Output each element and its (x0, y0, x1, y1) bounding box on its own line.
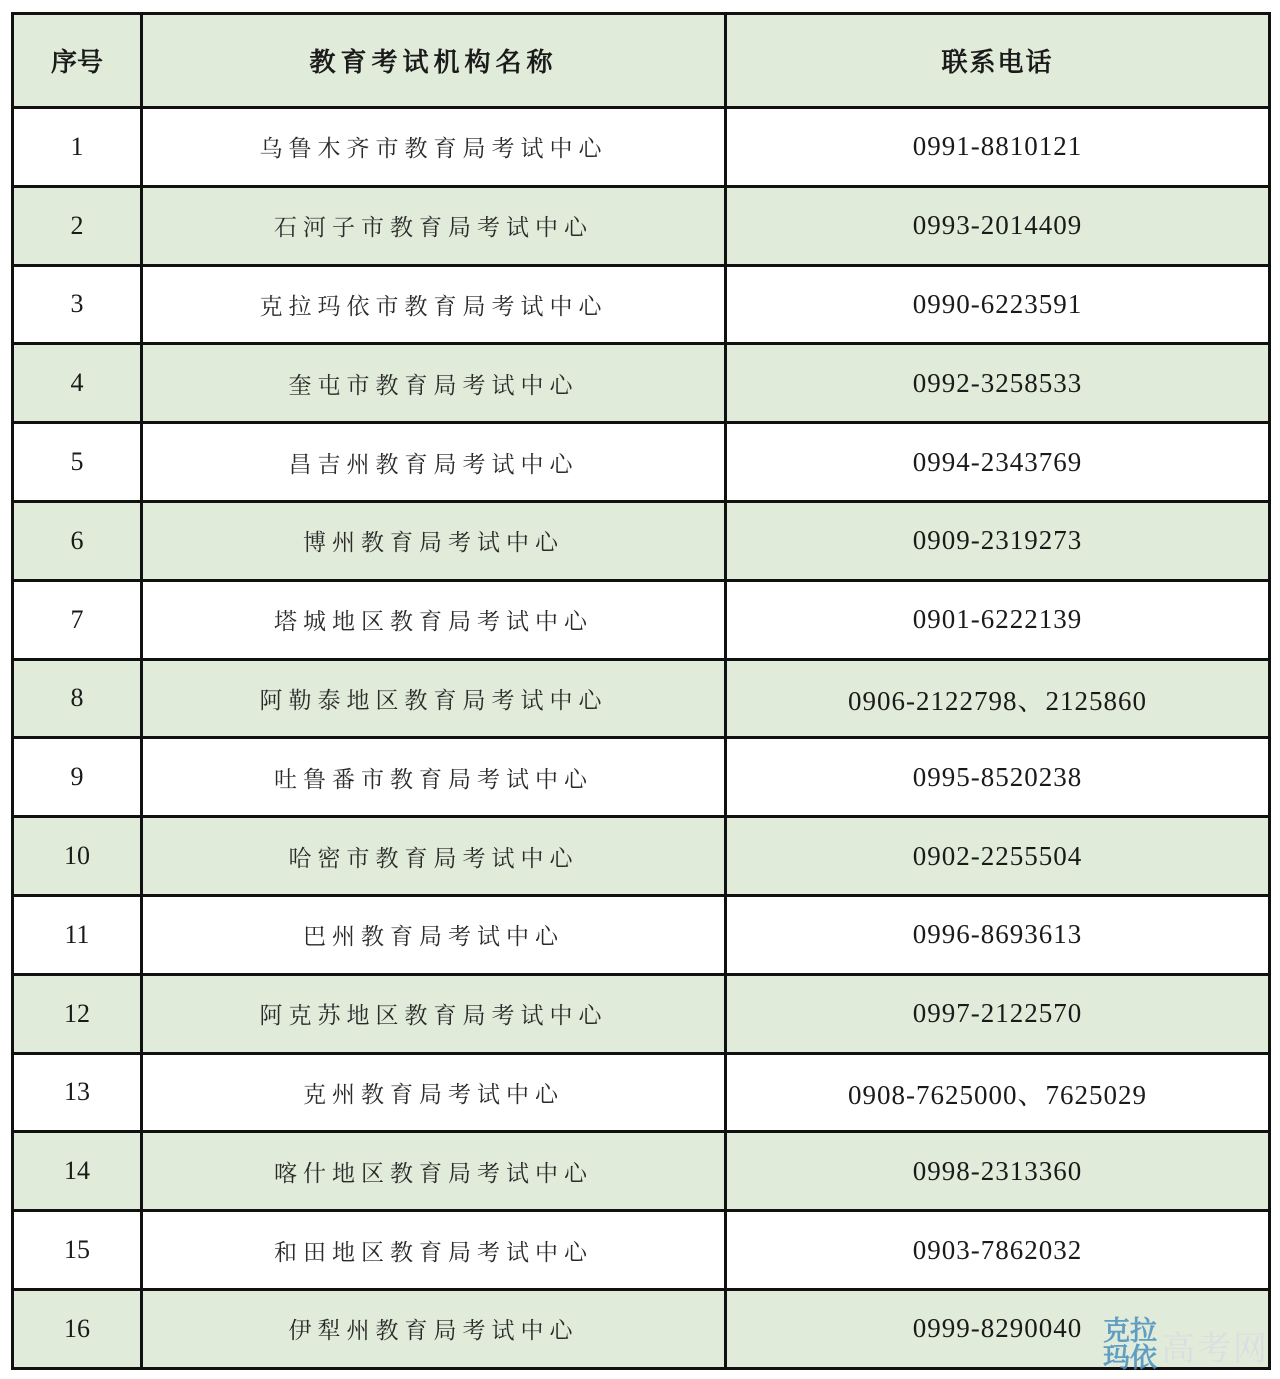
institution-name: 哈密市教育局考试中心 (142, 817, 726, 896)
table-row (13, 1132, 1270, 1211)
institution-name: 石河子市教育局考试中心 (142, 186, 726, 265)
row-no: 5 (13, 423, 142, 502)
phone-number: 0992-3258533 (726, 344, 1270, 423)
institution-name: 阿勒泰地区教育局考试中心 (142, 659, 726, 738)
table-row (13, 659, 1270, 738)
row-no: 8 (13, 659, 142, 738)
header-row (13, 14, 1270, 108)
row-no: 12 (13, 974, 142, 1053)
institution-name: 克拉玛依市教育局考试中心 (142, 265, 726, 344)
table-row (13, 1211, 1270, 1290)
row-no: 13 (13, 1053, 142, 1132)
row-no: 3 (13, 265, 142, 344)
row-no: 7 (13, 580, 142, 659)
watermark-logo-line1: 克拉 (1103, 1316, 1157, 1347)
table-row (13, 501, 1270, 580)
phone-number: 0993-2014409 (726, 186, 1270, 265)
table-row (13, 108, 1270, 187)
table-row (13, 817, 1270, 896)
watermark-logo-line2: 玛依 (1103, 1343, 1157, 1374)
row-no: 14 (13, 1132, 142, 1211)
table-row (13, 895, 1270, 974)
exam-institution-contact-table (11, 12, 1271, 1374)
institution-name: 博州教育局考试中心 (142, 501, 726, 580)
institution-name: 喀什地区教育局考试中心 (142, 1132, 726, 1211)
institution-name: 和田地区教育局考试中心 (142, 1211, 726, 1290)
phone-number: 0997-2122570 (726, 974, 1270, 1053)
row-no: 11 (13, 895, 142, 974)
header-no: 序号 (13, 14, 142, 108)
institution-name: 奎屯市教育局考试中心 (142, 344, 726, 423)
phone-number: 0990-6223591 (726, 265, 1270, 344)
contact-table-container (11, 12, 1268, 1374)
phone-number: 0903-7862032 (726, 1211, 1270, 1290)
institution-name: 吐鲁番市教育局考试中心 (142, 738, 726, 817)
table-row (13, 580, 1270, 659)
table-row (13, 423, 1270, 502)
institution-name: 巴州教育局考试中心 (142, 895, 726, 974)
institution-name: 乌鲁木齐市教育局考试中心 (142, 108, 726, 187)
table-row (13, 738, 1270, 817)
phone-number: 0901-6222139 (726, 580, 1270, 659)
phone-number: 0995-8520238 (726, 738, 1270, 817)
row-no: 15 (13, 1211, 142, 1290)
table-row (13, 1053, 1270, 1132)
phone-number: 0902-2255504 (726, 817, 1270, 896)
phone-number: 0994-2343769 (726, 423, 1270, 502)
institution-name: 伊犁州教育局考试中心 (142, 1289, 726, 1368)
phone-number: 0996-8693613 (726, 895, 1270, 974)
row-no: 6 (13, 501, 142, 580)
table-row (13, 344, 1270, 423)
table-header (13, 14, 1270, 108)
phone-number: 0998-2313360 (726, 1132, 1270, 1211)
row-no: 16 (13, 1289, 142, 1368)
row-no: 4 (13, 344, 142, 423)
table-row (13, 1289, 1270, 1368)
row-no: 2 (13, 186, 142, 265)
phone-number: 0909-2319273 (726, 501, 1270, 580)
watermark-site-text: 高考网 (1161, 1328, 1269, 1369)
header-phone: 联系电话 (726, 14, 1270, 108)
institution-name: 克州教育局考试中心 (142, 1053, 726, 1132)
phone-number: 0908-7625000、7625029 (726, 1053, 1270, 1132)
row-no: 1 (13, 108, 142, 187)
table-row (13, 186, 1270, 265)
table-row (13, 265, 1270, 344)
table-row (13, 974, 1270, 1053)
institution-name: 阿克苏地区教育局考试中心 (142, 974, 726, 1053)
row-no: 10 (13, 817, 142, 896)
institution-name: 昌吉州教育局考试中心 (142, 423, 726, 502)
phone-number: 0906-2122798、2125860 (726, 659, 1270, 738)
phone-number: 0999-8290040 (726, 1289, 1270, 1368)
table-body (13, 108, 1270, 1369)
header-institution-name: 教育考试机构名称 (142, 14, 726, 108)
phone-number: 0991-8810121 (726, 108, 1270, 187)
row-no: 9 (13, 738, 142, 817)
institution-name: 塔城地区教育局考试中心 (142, 580, 726, 659)
